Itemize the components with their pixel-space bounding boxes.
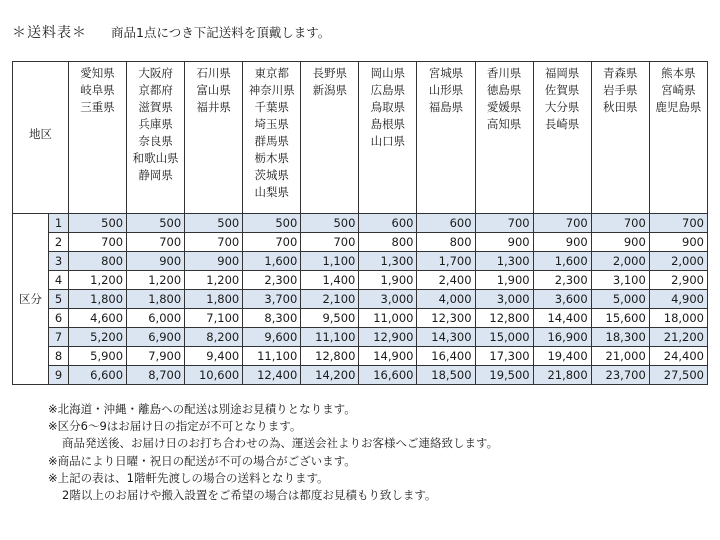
table-row (13, 290, 708, 309)
prefecture-name: 広島県 (370, 83, 406, 97)
fee-cell: 7,100 (185, 309, 243, 328)
fee-cell: 27,500 (649, 366, 707, 385)
region-header-1 (69, 62, 127, 214)
table-row (13, 214, 708, 233)
fee-cell: 19,400 (533, 347, 591, 366)
prefecture-name: 兵庫県 (138, 117, 173, 131)
fee-cell: 900 (649, 233, 707, 252)
zone-number: 1 (49, 214, 69, 233)
fee-cell: 3,600 (533, 290, 591, 309)
fee-cell: 700 (533, 214, 591, 233)
fee-cell: 600 (417, 214, 475, 233)
table-row (13, 252, 708, 271)
prefecture-name: 千葉県 (254, 100, 290, 114)
fee-cell: 14,300 (417, 328, 475, 347)
prefecture-name: 熊本県 (661, 66, 696, 80)
prefecture-name: 群馬県 (254, 134, 290, 148)
page-title: ＊送料表＊ (12, 25, 87, 41)
note-line: ※北海道・沖縄・離島への配送は別途お見積りとなります。 (48, 402, 356, 416)
fee-cell: 2,300 (533, 271, 591, 290)
fee-cell: 500 (69, 214, 127, 233)
fee-cell: 1,800 (69, 290, 127, 309)
shipping-header (12, 22, 330, 42)
prefecture-name: 東京都 (254, 66, 290, 80)
fee-cell: 18,000 (649, 309, 707, 328)
fee-cell: 5,000 (591, 290, 649, 309)
fee-cell: 900 (533, 233, 591, 252)
fee-cell: 1,600 (243, 252, 301, 271)
fee-cell: 1,300 (359, 252, 417, 271)
fee-cell: 16,400 (417, 347, 475, 366)
fee-cell: 2,300 (243, 271, 301, 290)
fee-cell: 700 (301, 233, 359, 252)
fee-cell: 900 (185, 252, 243, 271)
fee-cell: 800 (359, 233, 417, 252)
fee-cell: 5,200 (69, 328, 127, 347)
prefecture-name: 福岡県 (544, 66, 580, 80)
fee-cell: 11,000 (359, 309, 417, 328)
fee-cell: 2,000 (591, 252, 649, 271)
region-header-8 (475, 62, 533, 214)
fee-cell: 1,200 (69, 271, 127, 290)
fee-cell: 900 (475, 233, 533, 252)
fee-cell: 6,600 (69, 366, 127, 385)
note-line: ※上記の表は、1階軒先渡しの場合の送料となります。 (48, 470, 329, 485)
table-row (13, 271, 708, 290)
fee-cell: 900 (591, 233, 649, 252)
fee-cell: 3,000 (475, 290, 533, 309)
fee-cell: 4,900 (649, 290, 707, 309)
table-row (13, 347, 708, 366)
fee-cell: 4,000 (417, 290, 475, 309)
prefecture-name: 青森県 (602, 66, 638, 80)
fee-cell: 8,700 (127, 366, 185, 385)
prefecture-name: 大阪府 (138, 66, 173, 80)
prefecture-name: 新潟県 (312, 83, 348, 97)
fee-cell: 21,000 (591, 347, 649, 366)
fee-cell: 19,500 (475, 366, 533, 385)
prefecture-name: 岐阜県 (80, 83, 115, 97)
fee-cell: 6,900 (127, 328, 185, 347)
fee-cell: 1,400 (301, 271, 359, 290)
prefecture-name: 佐賀県 (544, 83, 580, 97)
prefecture-name: 静岡県 (138, 168, 173, 182)
fee-cell: 600 (359, 214, 417, 233)
prefecture-name: 奈良県 (138, 134, 173, 148)
fee-cell: 1,300 (475, 252, 533, 271)
fee-cell: 500 (185, 214, 243, 233)
fee-cell: 12,400 (243, 366, 301, 385)
prefecture-name: 京都府 (138, 83, 173, 97)
zone-number: 6 (49, 309, 69, 328)
note-line: 2階以上のお届けや搬入設置をご希望の場合は都度お見積もり致します。 (62, 488, 437, 503)
table-row (13, 233, 708, 252)
prefecture-name: 福島県 (428, 100, 464, 114)
zone-number: 2 (49, 233, 69, 252)
fee-cell: 4,600 (69, 309, 127, 328)
fee-cell: 8,200 (185, 328, 243, 347)
fee-cell: 3,100 (591, 271, 649, 290)
fee-cell: 700 (127, 233, 185, 252)
prefecture-name: 石川県 (196, 66, 231, 80)
fee-cell: 1,200 (185, 271, 243, 290)
region-header-6 (359, 62, 417, 214)
fee-cell: 2,000 (649, 252, 707, 271)
fee-cell: 2,900 (649, 271, 707, 290)
fee-cell: 9,400 (185, 347, 243, 366)
fee-cell: 23,700 (591, 366, 649, 385)
prefecture-name: 大分県 (544, 100, 580, 114)
fee-cell: 2,400 (417, 271, 475, 290)
fee-cell: 24,400 (649, 347, 707, 366)
fee-cell: 1,600 (533, 252, 591, 271)
fee-cell: 18,300 (591, 328, 649, 347)
region-header-4 (243, 62, 301, 214)
fee-cell: 3,700 (243, 290, 301, 309)
prefecture-name: 三重県 (80, 100, 115, 114)
fee-cell: 5,900 (69, 347, 127, 366)
fee-cell: 11,100 (301, 328, 359, 347)
prefecture-name: 和歌山県 (132, 151, 179, 165)
prefecture-name: 鳥取県 (370, 100, 406, 114)
prefecture-name: 神奈川県 (248, 83, 295, 97)
region-header-5 (301, 62, 359, 214)
zone-number: 4 (49, 271, 69, 290)
fee-cell: 1,800 (185, 290, 243, 309)
note-line: 商品発送後、お届け日のお打ち合わせの為、運送会社よりお客様へご連絡致します。 (62, 436, 499, 451)
fee-cell: 21,800 (533, 366, 591, 385)
page-subtitle: 商品1点につき下記送料を頂戴します。 (111, 25, 331, 40)
prefecture-name: 福井県 (196, 100, 231, 114)
prefecture-name: 岡山県 (370, 66, 406, 80)
prefecture-name: 愛媛県 (486, 100, 522, 114)
fee-cell: 700 (243, 233, 301, 252)
fee-cell: 17,300 (475, 347, 533, 366)
zone-number: 8 (49, 347, 69, 366)
fee-cell: 14,900 (359, 347, 417, 366)
fee-cell: 9,500 (301, 309, 359, 328)
fee-cell: 21,200 (649, 328, 707, 347)
fee-cell: 1,700 (417, 252, 475, 271)
region-header-10 (591, 62, 649, 214)
fee-cell: 900 (127, 252, 185, 271)
fee-cell: 12,800 (301, 347, 359, 366)
table-row (13, 309, 708, 328)
region-corner-label: 地区 (13, 62, 69, 214)
fee-cell: 1,800 (127, 290, 185, 309)
fee-cell: 1,900 (475, 271, 533, 290)
fee-cell: 12,300 (417, 309, 475, 328)
fee-cell: 8,300 (243, 309, 301, 328)
fee-cell: 800 (417, 233, 475, 252)
note-line: ※商品により日曜・祝日の配送が不可の場合がございます。 (48, 453, 356, 468)
prefecture-name: 徳島県 (486, 83, 522, 97)
prefecture-name: 長崎県 (544, 117, 580, 131)
zone-number: 7 (49, 328, 69, 347)
fee-cell: 700 (69, 233, 127, 252)
fee-cell: 15,600 (591, 309, 649, 328)
table-row (13, 328, 708, 347)
zone-group-label: 区分 (13, 214, 49, 385)
region-header-11 (649, 62, 707, 214)
prefecture-name: 島根県 (370, 117, 406, 131)
fee-cell: 10,600 (185, 366, 243, 385)
prefecture-name: 愛知県 (80, 66, 115, 80)
prefecture-name: 山形県 (428, 83, 464, 97)
zone-number: 3 (49, 252, 69, 271)
note-line: ※区分6～9はお届け日の指定が不可となります。 (48, 419, 302, 434)
fee-cell: 500 (127, 214, 185, 233)
prefecture-name: 長野県 (312, 66, 348, 80)
prefecture-name: 鹿児島県 (655, 100, 702, 114)
region-header-row (13, 62, 708, 214)
fee-cell: 6,000 (127, 309, 185, 328)
fee-cell: 700 (649, 214, 707, 233)
prefecture-name: 埼玉県 (254, 117, 290, 131)
prefecture-name: 山口県 (370, 134, 406, 148)
fee-cell: 15,000 (475, 328, 533, 347)
region-header-9 (533, 62, 591, 214)
region-header-2 (127, 62, 185, 214)
fee-cell: 7,900 (127, 347, 185, 366)
prefecture-name: 茨城県 (254, 168, 290, 182)
fee-cell: 3,000 (359, 290, 417, 309)
shipping-notes (48, 401, 498, 504)
fee-cell: 700 (475, 214, 533, 233)
prefecture-name: 山梨県 (254, 185, 290, 199)
prefecture-name: 滋賀県 (138, 100, 173, 114)
fee-cell: 500 (301, 214, 359, 233)
fee-cell: 2,100 (301, 290, 359, 309)
table-row (13, 366, 708, 385)
fee-cell: 14,200 (301, 366, 359, 385)
prefecture-name: 香川県 (486, 66, 522, 80)
prefecture-name: 富山県 (196, 83, 231, 97)
region-header-3 (185, 62, 243, 214)
fee-cell: 9,600 (243, 328, 301, 347)
prefecture-name: 宮崎県 (661, 83, 696, 97)
fee-cell: 12,900 (359, 328, 417, 347)
zone-number: 9 (49, 366, 69, 385)
prefecture-name: 高知県 (486, 117, 522, 131)
fee-cell: 500 (243, 214, 301, 233)
fee-cell: 18,500 (417, 366, 475, 385)
prefecture-name: 栃木県 (254, 151, 290, 165)
fee-cell: 11,100 (243, 347, 301, 366)
fee-cell: 12,800 (475, 309, 533, 328)
fee-cell: 16,900 (533, 328, 591, 347)
region-header-7 (417, 62, 475, 214)
fee-cell: 800 (69, 252, 127, 271)
fee-cell: 700 (591, 214, 649, 233)
fee-table-body (13, 214, 708, 385)
fee-cell: 700 (185, 233, 243, 252)
fee-cell: 1,900 (359, 271, 417, 290)
prefecture-name: 秋田県 (602, 100, 638, 114)
fee-cell: 1,200 (127, 271, 185, 290)
fee-cell: 16,600 (359, 366, 417, 385)
prefecture-name: 岩手県 (602, 83, 638, 97)
zone-number: 5 (49, 290, 69, 309)
fee-cell: 14,400 (533, 309, 591, 328)
shipping-fee-table (12, 61, 708, 385)
prefecture-name: 宮城県 (428, 66, 464, 80)
fee-cell: 1,100 (301, 252, 359, 271)
